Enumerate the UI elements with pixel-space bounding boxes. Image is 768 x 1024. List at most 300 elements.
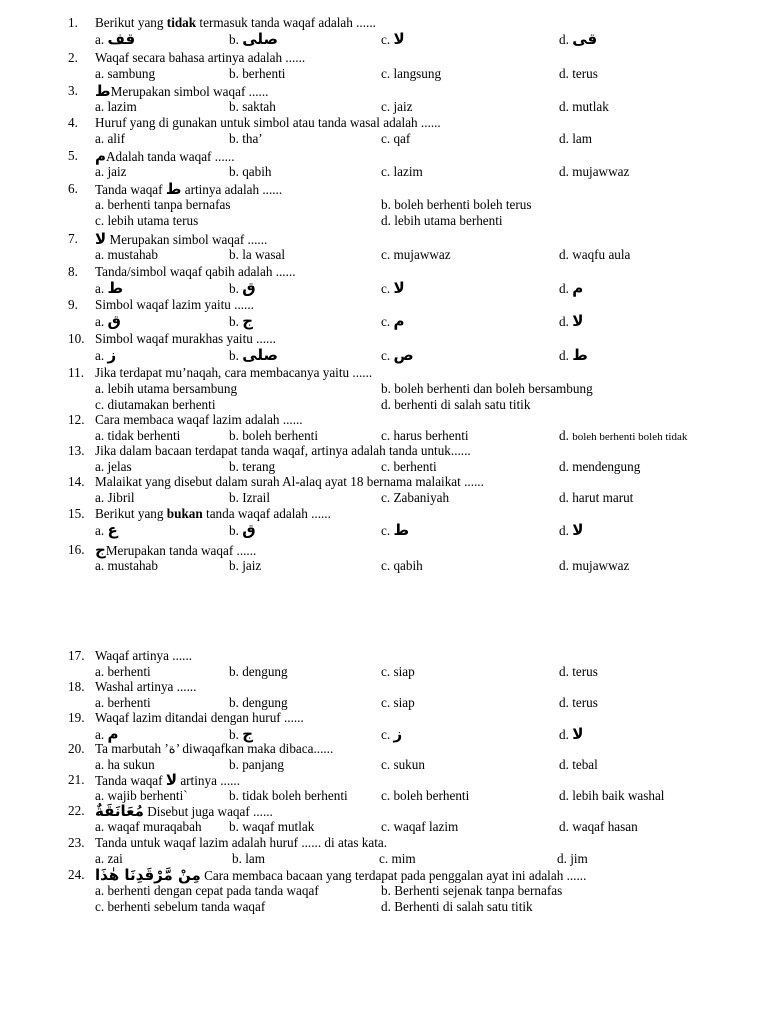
option-arabic-symbol: لا [393,30,405,48]
answer-option[interactable] [95,313,121,330]
question-item [0,506,768,538]
options-row [0,397,768,413]
option-letter: c. [381,428,391,443]
question-text-segment: Cara membaca waqaf lazim adalah ...... [95,412,303,427]
question-text-segment: Waqaf artinya ...... [95,648,193,663]
answer-option[interactable] [559,490,633,506]
option-text: wajib berhenti` [107,788,188,803]
question-text-segment: termasuk tanda waqaf adalah ...... [196,15,376,30]
question-number: 7. [68,231,78,246]
option-letter: d. [559,490,569,505]
option-letter: c. [381,788,391,803]
option-letter: a. [95,490,105,505]
option-text: siap [393,664,415,679]
answer-option[interactable] [381,381,593,397]
answer-option[interactable] [559,66,598,82]
option-text: waqaf hasan [572,819,638,834]
option-letter: c. [381,164,391,179]
options-row [0,726,768,742]
option-text: zai [107,851,123,866]
answer-option[interactable] [95,459,132,475]
answer-option[interactable] [95,490,135,506]
question-line [0,181,768,197]
question-text [95,83,268,100]
question-line [0,506,768,522]
question-item [0,115,768,147]
option-text: jim [570,851,588,866]
question-text-segment: Waqaf secara bahasa artinya adalah ...... [95,50,306,65]
answer-option[interactable] [95,197,230,213]
option-text: boleh berhenti boleh terus [394,197,532,212]
question-line [0,83,768,99]
option-arabic-symbol: ط [393,521,410,539]
answer-option[interactable] [229,347,278,364]
answer-option[interactable] [95,31,135,48]
option-text: lebih baik washal [572,788,665,803]
question-number: 19. [68,710,85,725]
question-text-segment: Cara membaca bacaan yang terdapat pada penggalan ayat ini adalah ...... [200,868,587,883]
answer-option[interactable] [379,851,416,867]
question-number: 24. [68,867,85,882]
option-text: siap [393,695,415,710]
answer-option[interactable] [229,558,261,574]
question-text-segment: Merupakan tanda waqaf ...... [105,543,257,558]
answer-option[interactable] [229,664,288,680]
option-arabic-symbol: لا [572,312,584,330]
question-line [0,115,768,131]
question-line [0,15,768,31]
option-arabic-symbol: ط [107,279,124,297]
option-text: waqaf lazim [393,819,459,834]
option-letter: d. [559,164,569,179]
option-arabic-symbol: ز [107,346,117,364]
option-text: sukun [393,757,425,772]
option-letter: a. [95,788,105,803]
question-item [0,50,768,82]
option-text: jaiz [393,99,413,114]
options-row [0,131,768,147]
option-text: terus [572,695,598,710]
option-letter: b. [229,66,239,81]
option-arabic-symbol: ق [107,312,121,330]
question-line [0,331,768,347]
answer-option[interactable] [381,247,451,263]
option-letter: b. [229,819,239,834]
question-line [0,710,768,726]
answer-option[interactable] [229,66,285,82]
option-letter: d. [559,558,569,573]
question-item [0,297,768,329]
option-text: lazim [107,99,137,114]
question-number: 12. [68,412,85,427]
answer-option[interactable] [95,247,158,263]
arabic-symbol: مُعَانَقَةٌ [95,802,144,820]
question-text [95,710,304,726]
option-letter: c. [381,247,391,262]
option-letter: d. [559,788,569,803]
options-row [0,197,768,213]
option-text: mustahab [107,558,158,573]
question-line [0,264,768,280]
question-text-segment: Merupakan simbol waqaf ...... [106,232,268,247]
option-letter: b. [229,523,239,538]
option-text: lebih utama bersambung [107,381,238,396]
option-text: lam [572,131,592,146]
answer-option[interactable] [381,66,441,82]
option-letter: a. [95,757,105,772]
question-line [0,412,768,428]
question-line [0,148,768,164]
question-line [0,803,768,819]
question-text-segment: Berikut yang [95,506,167,521]
question-number: 23. [68,835,85,850]
answer-option[interactable] [381,899,533,915]
option-text: boleh berhenti [242,428,318,443]
question-item [0,474,768,506]
option-letter: a. [95,197,105,212]
question-text [95,648,192,664]
option-text: mustahab [107,247,158,262]
answer-option[interactable] [95,819,202,835]
answer-option[interactable] [229,819,314,835]
option-letter: a. [95,381,105,396]
option-letter: c. [381,695,391,710]
options-row [0,381,768,397]
option-letter: a. [95,851,105,866]
question-text-segment: Ta marbutah ’ة’ diwaqafkan maka dibaca...... [95,741,334,756]
option-text: mujawwaz [393,247,451,262]
answer-option[interactable] [229,695,288,711]
options-row [0,313,768,329]
answer-option[interactable] [559,131,592,147]
answer-option[interactable] [381,664,415,680]
option-letter: a. [95,131,105,146]
answer-option[interactable] [95,883,319,899]
answer-option[interactable] [381,397,530,413]
option-text: jaiz [107,164,127,179]
answer-option[interactable] [381,280,405,297]
question-text-segment: Jika dalam bacaan terdapat tanda waqaf, artinya adalah tanda untuk...... [95,443,471,458]
option-text: lebih utama terus [107,213,199,228]
options-row [0,819,768,835]
option-text: tidak boleh berhenti [242,788,348,803]
options-row [0,428,768,444]
question-text-segment: bukan [166,506,203,521]
option-letter: a. [95,664,105,679]
answer-option[interactable] [381,558,423,574]
question-item [0,15,768,47]
options-row [0,66,768,82]
option-text: mujawwaz [572,558,630,573]
question-text [95,542,256,559]
answer-option[interactable] [559,819,638,835]
option-text: Izrail [242,490,271,505]
option-text: boleh berhenti dan boleh bersambung [394,381,593,396]
option-letter: a. [95,523,105,538]
option-letter: d. [557,851,567,866]
options-row [0,247,768,263]
option-text: jelas [107,459,132,474]
question-line [0,648,768,664]
question-text-segment: artinya adalah ...... [181,182,283,197]
answer-option[interactable] [559,313,583,330]
option-letter: c. [381,281,391,296]
answer-option[interactable] [229,164,272,180]
option-letter: b. [229,32,239,47]
question-text [95,231,267,248]
option-letter: c. [381,348,391,363]
question-line [0,297,768,313]
question-item [0,867,768,915]
option-letter: c. [381,727,391,742]
option-text: qabih [242,164,272,179]
option-letter: c. [95,397,105,412]
answer-option[interactable] [229,459,275,475]
question-number: 2. [68,50,78,65]
options-row [0,164,768,180]
question-text-segment: Tanda untuk waqaf lazim adalah huruf ...... di atas kata. [95,835,388,850]
answer-option[interactable] [381,164,423,180]
answer-option[interactable] [559,757,598,773]
answer-option[interactable] [95,664,151,680]
option-letter: a. [95,348,105,363]
option-letter: d. [381,397,391,412]
answer-option[interactable] [559,459,640,475]
question-number: 16. [68,542,85,557]
question-text-segment: Huruf yang di gunakan untuk simbol atau tanda wasal adalah ...... [95,115,441,130]
question-item [0,365,768,413]
option-text: ha sukun [107,757,155,772]
question-item [0,835,768,867]
question-item [0,231,768,263]
question-line [0,679,768,695]
option-text: mendengung [572,459,641,474]
option-letter: a. [95,428,105,443]
arabic-symbol: لا [165,771,178,789]
options-row [0,459,768,475]
option-arabic-symbol: لا [393,279,405,297]
answer-option[interactable] [229,280,256,297]
answer-option[interactable] [559,280,583,297]
option-letter: b. [232,851,242,866]
answer-option[interactable] [95,99,137,115]
answer-option[interactable] [559,788,664,804]
option-letter: d. [381,213,391,228]
question-item [0,710,768,742]
answer-option[interactable] [559,695,598,711]
question-item [0,264,768,296]
question-number: 11. [68,365,84,380]
arabic-symbol: ج [95,541,106,559]
option-letter: b. [229,490,239,505]
answer-option[interactable] [229,313,253,330]
option-letter: b. [229,757,239,772]
option-letter: d. [559,247,569,262]
option-text: lebih utama berhenti [394,213,503,228]
option-letter: a. [95,281,105,296]
answer-option[interactable] [381,197,532,213]
question-text [95,412,303,428]
option-arabic-symbol: ع [107,521,118,539]
question-number: 5. [68,148,78,163]
option-arabic-symbol: ج [242,725,253,743]
answer-option[interactable] [559,664,598,680]
answer-option[interactable] [95,397,215,413]
question-text [95,181,282,198]
question-text [95,331,276,347]
question-text [95,297,254,313]
question-text [95,867,586,884]
question-text [95,741,333,757]
option-text: dengung [242,664,288,679]
option-letter: b. [229,788,239,803]
option-arabic-symbol: ق [242,521,256,539]
answer-option[interactable] [381,883,562,899]
answer-option[interactable] [229,757,284,773]
answer-option[interactable] [229,490,270,506]
answer-option[interactable] [559,247,630,263]
answer-option[interactable] [559,99,609,115]
answer-option[interactable] [381,428,469,444]
answer-option[interactable] [95,757,155,773]
option-letter: d. [559,314,569,329]
answer-option[interactable] [95,558,158,574]
option-arabic-symbol: ق [242,279,256,297]
question-text-segment: tidak [166,15,197,30]
option-letter: c. [95,213,105,228]
option-letter: a. [95,459,105,474]
question-text-segment: Berikut yang [95,15,167,30]
answer-option[interactable] [95,695,151,711]
answer-option[interactable] [381,695,415,711]
question-text [95,115,441,131]
option-text: boleh berhenti [393,788,470,803]
answer-option[interactable] [559,347,588,364]
options-row [0,664,768,680]
question-number: 1. [68,15,78,30]
answer-option[interactable] [381,347,414,364]
option-text: terus [572,66,598,81]
option-letter: b. [229,348,239,363]
answer-option[interactable] [381,490,449,506]
answer-option[interactable] [95,347,116,364]
answer-option[interactable] [381,788,469,804]
answer-option[interactable] [95,381,237,397]
option-text: harut marut [572,490,634,505]
option-arabic-symbol: صلى [242,346,278,364]
option-letter: d. [559,727,569,742]
option-text: diutamakan berhenti [107,397,216,412]
question-line [0,741,768,757]
answer-option[interactable] [95,522,118,539]
option-letter: a. [95,727,105,742]
question-item [0,148,768,180]
answer-option[interactable] [95,280,123,297]
answer-option[interactable] [381,99,413,115]
answer-option[interactable] [95,213,198,229]
question-text-segment: Merupakan simbol waqaf ...... [110,84,269,99]
option-letter: a. [95,883,105,898]
option-text: la wasal [242,247,286,262]
answer-option[interactable] [95,899,265,915]
question-text [95,443,471,459]
answer-option[interactable] [559,31,597,48]
option-letter: b. [381,197,391,212]
answer-option[interactable] [229,131,263,147]
answer-option[interactable] [229,31,278,48]
option-letter: d. [559,32,569,47]
question-text-segment: artinya ...... [177,773,241,788]
answer-option[interactable] [95,164,127,180]
answer-option[interactable] [559,522,583,539]
question-item [0,412,768,444]
answer-option[interactable] [381,522,409,539]
option-letter: d. [559,459,569,474]
question-line [0,867,768,883]
option-letter: a. [95,695,105,710]
option-letter: c. [95,899,105,914]
option-text: langsung [393,66,442,81]
answer-option[interactable] [232,851,265,867]
answer-option[interactable] [95,428,180,444]
option-text: lazim [393,164,423,179]
answer-option[interactable] [95,66,155,82]
option-letter: d. [559,664,569,679]
answer-option[interactable] [557,851,588,867]
question-text-segment: Tanda waqaf [95,182,166,197]
question-text-segment: Disebut juga waqaf ...... [143,804,273,819]
option-letter: a. [95,247,105,262]
question-text [95,772,240,789]
answer-option[interactable] [559,558,629,574]
option-letter: d. [559,819,569,834]
question-number: 13. [68,443,85,458]
answer-option[interactable] [229,428,318,444]
answer-option[interactable] [229,788,348,804]
question-number: 20. [68,741,85,756]
answer-option[interactable] [559,164,629,180]
option-letter: d. [559,66,569,81]
answer-option[interactable] [381,819,458,835]
answer-option[interactable] [95,851,123,867]
answer-option[interactable] [381,31,405,48]
answer-option[interactable] [229,99,276,115]
answer-option[interactable] [381,213,503,229]
option-text: mim [391,851,416,866]
question-item [0,679,768,711]
answer-option[interactable] [381,459,437,475]
question-text-segment: Simbol waqaf murakhas yaitu ...... [95,331,276,346]
answer-option[interactable] [381,131,410,147]
answer-option[interactable] [381,757,425,773]
answer-option[interactable] [229,247,285,263]
question-line [0,542,768,558]
option-text: boleh berhenti boleh tidak [572,431,688,443]
answer-option[interactable] [95,131,125,147]
question-number: 9. [68,297,78,312]
option-letter: d. [559,695,569,710]
arabic-symbol: ط [95,82,111,100]
question-text-segment: Tanda waqaf [95,773,166,788]
option-text: lam [245,851,265,866]
question-number: 3. [68,83,78,98]
question-number: 21. [68,772,85,787]
option-letter: b. [381,883,391,898]
option-arabic-symbol: لا [572,521,584,539]
option-text: tebal [572,757,598,772]
answer-option[interactable] [229,522,256,539]
answer-option[interactable] [381,313,404,330]
